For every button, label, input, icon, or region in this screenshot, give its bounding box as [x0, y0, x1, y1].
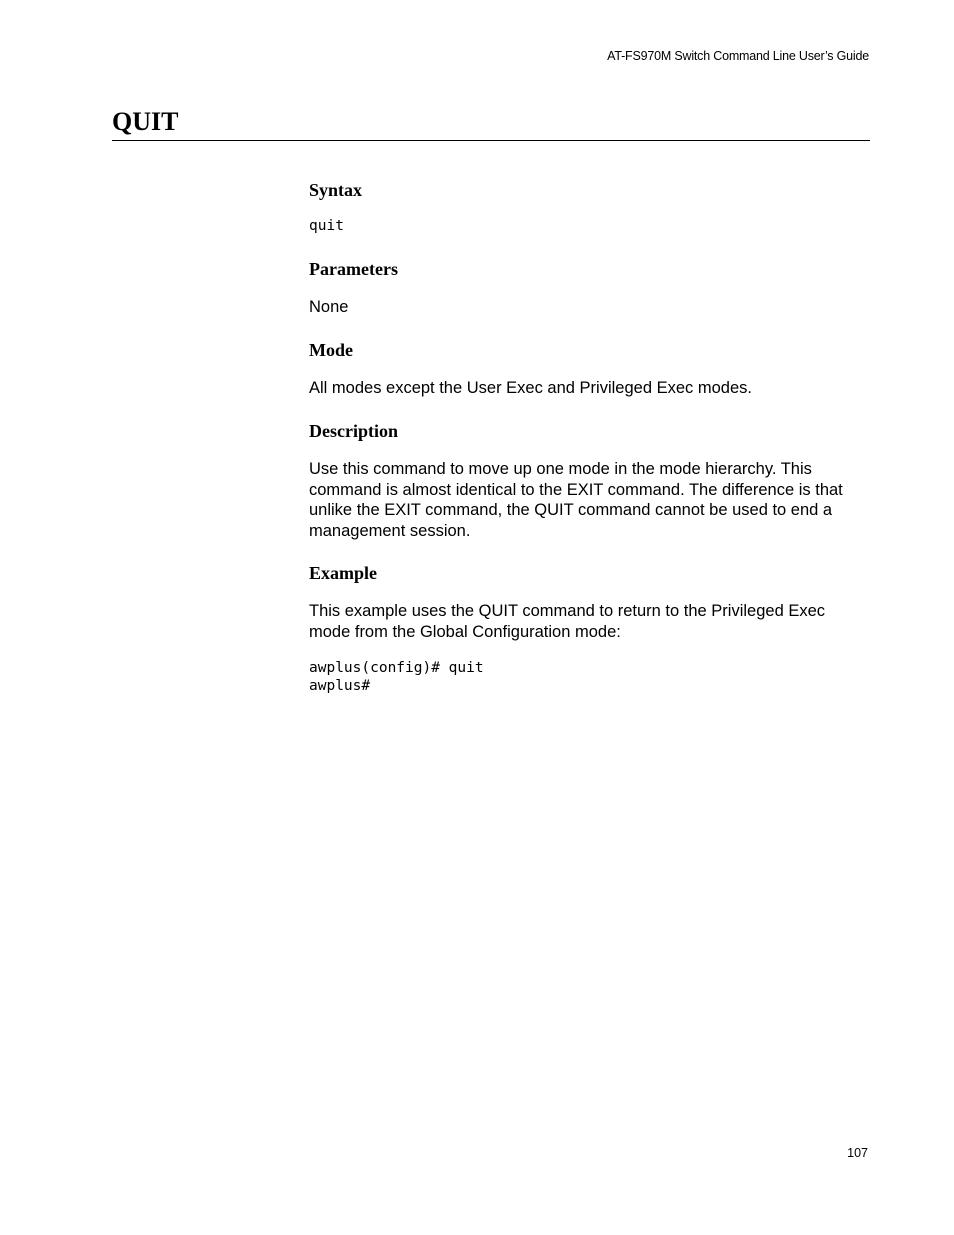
example-code-line: awplus# [309, 678, 371, 694]
description-text: Use this command to move up one mode in the mode hierarchy. This command is almost identical to the EXIT command. The difference is that unlike the EXIT command, the QUIT command cannot be used to end a management session. [309, 460, 843, 540]
title-divider [112, 140, 870, 141]
parameters-text: None [309, 298, 349, 316]
example-text: This example uses the QUIT command to return to the Privileged Exec mode from the Global Configuration mode: [309, 602, 826, 641]
page-number: 107 [847, 1146, 868, 1160]
example-heading: Example [309, 563, 378, 583]
mode-heading: Mode [309, 340, 353, 360]
mode-text: All modes except the User Exec and Privileged Exec modes. [309, 379, 752, 397]
parameters-heading: Parameters [309, 259, 398, 279]
description-heading: Description [309, 421, 398, 441]
running-header: AT-FS970M Switch Command Line User’s Guide [607, 49, 869, 63]
syntax-heading: Syntax [309, 180, 363, 200]
syntax-code: quit [309, 218, 344, 234]
page-title: QUIT [112, 107, 179, 136]
example-code-line: awplus(config)# quit [309, 660, 484, 676]
